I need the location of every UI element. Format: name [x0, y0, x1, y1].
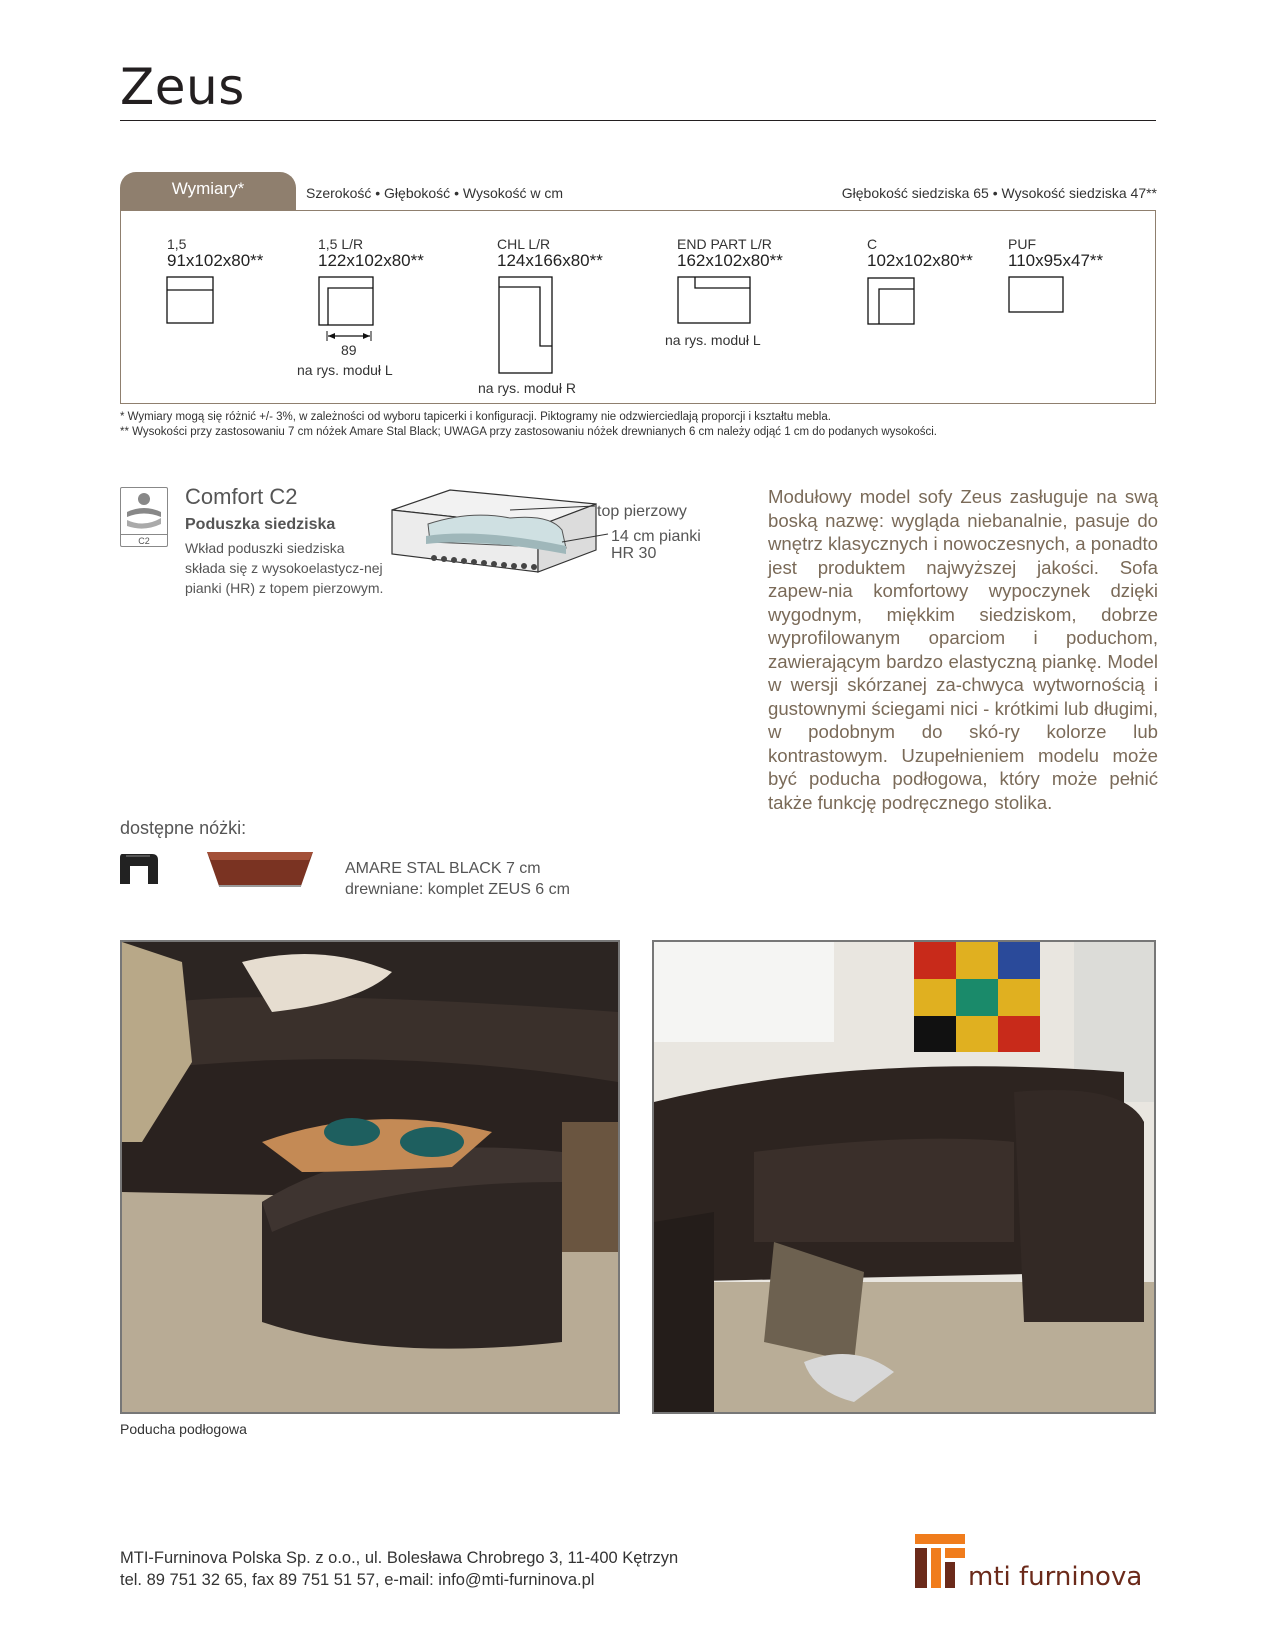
leg-wooden-icon: [205, 848, 315, 888]
cushion-label-top: top pierzowy: [597, 503, 687, 520]
module-pictogram-end-part: [677, 276, 753, 326]
footnote-2: ** Wysokości przy zastosowaniu 7 cm nóżek Amare Stal Black; UWAGA przy zastosowaniu nóżek drewnianych 6 cm należy odjąć 1 cm do podanych wysokości.: [120, 426, 937, 438]
module-size: 124x166x80**: [497, 251, 603, 270]
page-title: Zeus: [120, 58, 245, 116]
cushion-label-foam: 14 cm pianki: [611, 528, 701, 545]
company-contact: tel. 89 751 32 65, fax 89 751 51 57, e-mail: info@mti-furninova.pl: [120, 1571, 595, 1589]
module-pictogram-puf: [1008, 276, 1066, 316]
legs-line-1: AMARE STAL BLACK 7 cm: [345, 860, 541, 877]
module-label: CHL L/R: [497, 236, 551, 252]
mti-logo-icon: [915, 1530, 973, 1592]
dimensions-box: [120, 210, 1156, 404]
module-label: END PART L/R: [677, 236, 772, 252]
module-note: na rys. moduł L: [297, 362, 393, 378]
wall-painting-icon: [914, 942, 1040, 1052]
photo-floor-cushion: [120, 940, 620, 1414]
module-pictogram-chl: [498, 276, 556, 376]
comfort-c2-icon: [120, 487, 168, 547]
module-pictogram-1-5: [166, 276, 216, 326]
measure-arrow: [325, 329, 375, 343]
module-note: na rys. moduł L: [665, 332, 761, 348]
module-note: na rys. moduł R: [478, 380, 577, 396]
dimensions-subtitle-right: Głębokość siedziska 65 • Wysokość siedziska 47**: [841, 185, 1157, 201]
footnote-1: * Wymiary mogą się różnić +/- 3%, w zależności od wyboru tapicerki i konfiguracji. Piktogramy nie odzwierciedlają proporcji i kształtu mebla.: [120, 411, 831, 423]
module-size: 162x102x80**: [677, 251, 783, 270]
cushion-label-hr: HR 30: [611, 545, 657, 562]
comfort-title: Comfort C2: [185, 484, 298, 509]
comfort-subtitle: Poduszka siedziska: [185, 516, 336, 533]
cushion-pointer-line: [560, 530, 610, 544]
module-label: 1,5: [167, 236, 187, 252]
comfort-icon-label: C2: [121, 534, 167, 546]
title-divider: [120, 120, 1156, 121]
photo-sofa: [652, 940, 1156, 1414]
module-size: 102x102x80**: [867, 251, 973, 270]
leg-metal-icon: [118, 850, 160, 888]
module-label: PUF: [1008, 236, 1036, 252]
module-measure: 89: [341, 342, 357, 358]
module-label: C: [867, 236, 878, 252]
module-size: 122x102x80**: [318, 251, 424, 270]
photo-caption: Poducha podłogowa: [120, 1421, 247, 1437]
product-description: Modułowy model sofy Zeus zasługuje na swą boską nazwę: wygląda niebanalnie, pasuje do wnętrz klasycznych i nowoczesnych, a ponadto jest produktem najwyższej jakości. Sofa zapew-nia komfortowy wypoczynek dzięki wygodnym, miękkim siedziskom, dobrze wyprofilowanym oparciom i poduchom, zawierającym bardzo elastyczną piankę. Model w wersji skórzanej za-chwyca wytwornością i gustownymi ściegami nici - krótkimi lub długimi, w podobnym do skó-ry kolorze lub kontrastowym. Uzupełnieniem modelu może być poducha podłogowa, który może pełnić także funkcję podręcznego stolika.: [768, 486, 1158, 813]
comfort-description: Wkład poduszki siedziska składa się z wysokoelastycz-nej pianki (HR) z topem pierzowym.: [185, 540, 384, 596]
module-pictogram-c: [867, 277, 917, 327]
dimensions-tab: Wymiary*: [120, 172, 296, 210]
company-logo-text: mti furninova: [968, 1562, 1143, 1592]
module-size: 91x102x80**: [167, 251, 264, 270]
module-pictogram-1-5-lr: [318, 276, 378, 336]
dimensions-subtitle-left: Szerokość • Głębokość • Wysokość w cm: [306, 185, 564, 201]
legs-line-2: drewniane: komplet ZEUS 6 cm: [345, 881, 570, 898]
module-label: 1,5 L/R: [318, 236, 364, 252]
company-address: MTI-Furninova Polska Sp. z o.o., ul. Bolesława Chrobrego 3, 11-400 Kętrzyn: [120, 1549, 679, 1567]
legs-title: dostępne nóżki:: [120, 818, 247, 838]
module-size: 110x95x47**: [1008, 251, 1104, 270]
